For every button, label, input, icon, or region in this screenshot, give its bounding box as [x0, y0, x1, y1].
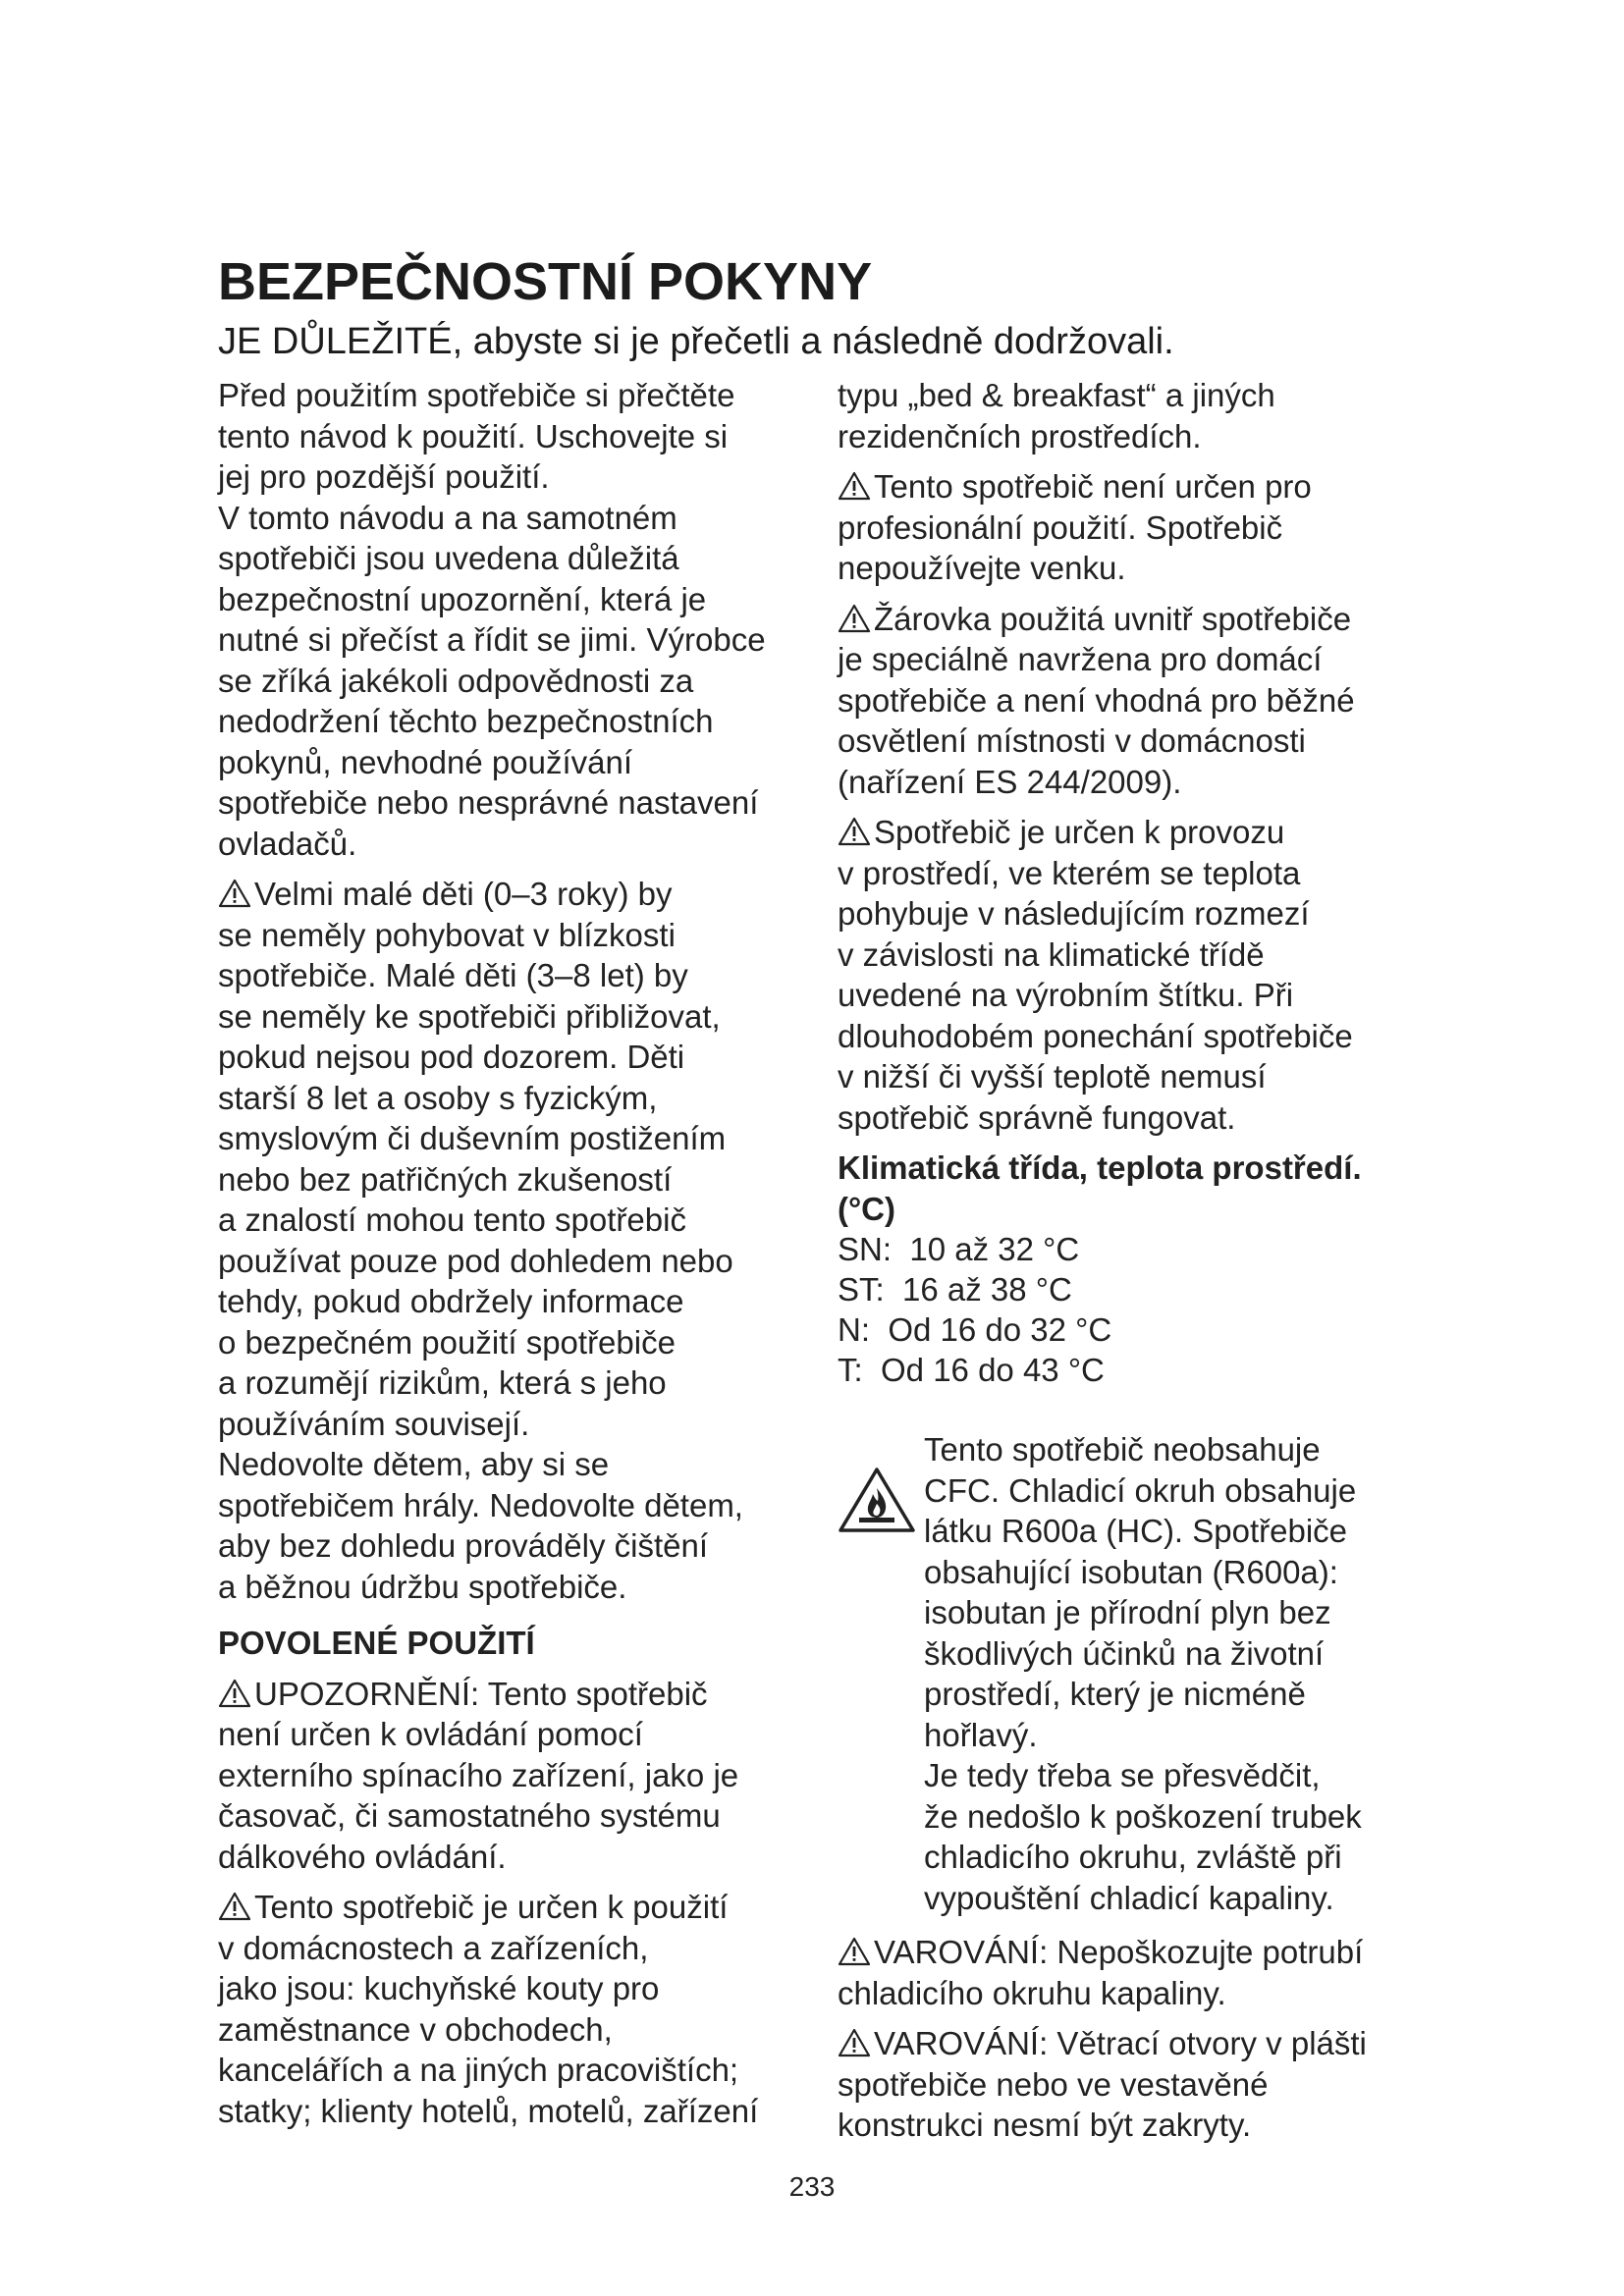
warning-tubes-paragraph [838, 1932, 1427, 2013]
climate-class-heading: Klimatická třída, teplota prostředí. (°C) [838, 1149, 1362, 1227]
warning-triangle-icon [838, 1937, 871, 1966]
external-switch-warning-text: UPOZORNĚNÍ: Tento spotřebič není určen k ovládání pomocí externího spínacího zařízení, jako je časovač, či samostatného systému dálkového ovládání. [218, 1675, 739, 1875]
page-title: BEZPEČNOSTNÍ POKYNY [218, 252, 873, 311]
professional-use-text: Tento spotřebič není určen pro profesionální použití. Spotřebič nepoužívejte venku. [838, 468, 1312, 586]
warning-triangle-icon [838, 2028, 871, 2057]
children-warning-paragraph [218, 874, 827, 1607]
refrigerant-note-block [838, 1429, 1427, 1918]
warning-triangle-icon [838, 604, 871, 633]
bulb-note-paragraph [838, 599, 1427, 803]
left-column [218, 375, 827, 2131]
warning-triangle-icon [218, 1892, 251, 1921]
warning-vents-text: VAROVÁNÍ: Větrací otvory v plášti spotřebiče nebo ve vestavěné konstrukci nesmí být zakryty. [838, 2025, 1367, 2143]
warning-triangle-icon [838, 471, 871, 501]
climate-class-row: N: Od 16 do 32 °C [838, 1311, 1112, 1348]
household-use-text: Tento spotřebič je určen k použití v domácnostech a zařízeních, jako jsou: kuchyňské kouty pro zaměstnance v obchodech, kancelářích a na jiných pracovištích; statky; klienty hotelů, motelů, zařízení [218, 1889, 759, 2129]
right-column [838, 375, 1427, 2146]
warning-vents-paragraph [838, 2023, 1427, 2146]
ambient-note-text: Spotřebič je určen k provozu v prostředí, ve kterém se teplota pohybuje v následujícím rozmezí v závislosti na klimatické třídě uvedené na výrobním štítku. Při dlouhodobém ponechání spotřebiče v nižší či vyšší teplotě nemusí spotřebič správně fungovat. [838, 814, 1353, 1136]
permitted-use-heading: POVOLENÉ POUŽITÍ [218, 1625, 535, 1661]
children-warning-text: Velmi malé děti (0–3 roky) by se neměly pohybovat v blízkosti spotřebiče. Malé děti (3–8 let) by se neměly ke spotřebiči přibližovat, pokud nejsou pod dozorem. Děti starší 8 let a osoby s fyzickým, smyslovým či duševním postižením nebo bez patřičných zkušeností a znalostí mohou tento spotřebič používat pouze pod dohledem nebo tehdy, pokud obdržely informace o bezpečném použití spotřebiče a rozumějí rizikům, která s jeho používáním souvisejí. Nedovolte dětem, aby si se spotřebičem hrály. Nedovolte dětem, aby bez dohledu prováděly čištění a běžnou údržbu spotřebiče. [218, 876, 743, 1605]
external-switch-warning-paragraph [218, 1674, 827, 1878]
warning-triangle-icon [218, 1679, 251, 1708]
page-subtitle: JE DŮLEŽITÉ, abyste si je přečetli a následně dodržovali. [218, 321, 1174, 362]
climate-class-row: T: Od 16 do 43 °C [838, 1352, 1105, 1388]
warning-tubes-text: VAROVÁNÍ: Nepoškozujte potrubí chladicího okruhu kapaliny. [838, 1934, 1364, 2011]
bulb-note-text: Žárovka použitá uvnitř spotřebiče je speciálně navržena pro domácí spotřebiče a není vhodná pro běžné osvětlení místnosti v domácnosti (nařízení ES 244/2009). [838, 600, 1355, 800]
climate-class-list [838, 1229, 1427, 1390]
climate-class-row: ST: 16 až 38 °C [838, 1271, 1072, 1308]
warning-triangle-icon [838, 817, 871, 846]
page-number: 233 [788, 2171, 836, 2202]
continuation-paragraph: typu „bed & breakfast“ a jiných rezidenčních prostředích. [838, 377, 1275, 454]
ambient-note-paragraph [838, 812, 1427, 1138]
flammable-warning-icon [838, 1467, 916, 1533]
intro-paragraph: Před použitím spotřebiče si přečtěte tento návod k použití. Uschovejte si jej pro pozdější použití. V tomto návodu a na samotném spotřebiči jsou uvedena důležitá bezpečnostní upozornění, která je nutné si přečíst a řídit se jimi. Výrobce se zříká jakékoli odpovědnosti za nedodržení těchto bezpečnostních pokynů, nevhodné používání spotřebiče nebo nesprávné nastavení ovladačů. [218, 377, 766, 862]
professional-use-paragraph [838, 466, 1427, 589]
refrigerant-note-text: Tento spotřebič neobsahuje CFC. Chladicí okruh obsahuje látku R600a (HC). Spotřebiče obsahující isobutan (R600a): isobutan je přírodní plyn bez škodlivých účinků na životní prostředí, který je nicméně hořlavý. Je tedy třeba se přesvědčit, že nedošlo k poškození trubek chladicího okruhu, zvláště při vypouštění chladicí kapaliny. [924, 1431, 1362, 1916]
household-use-paragraph [218, 1887, 827, 2131]
climate-class-row: SN: 10 až 32 °C [838, 1231, 1080, 1267]
warning-triangle-icon [218, 879, 251, 908]
